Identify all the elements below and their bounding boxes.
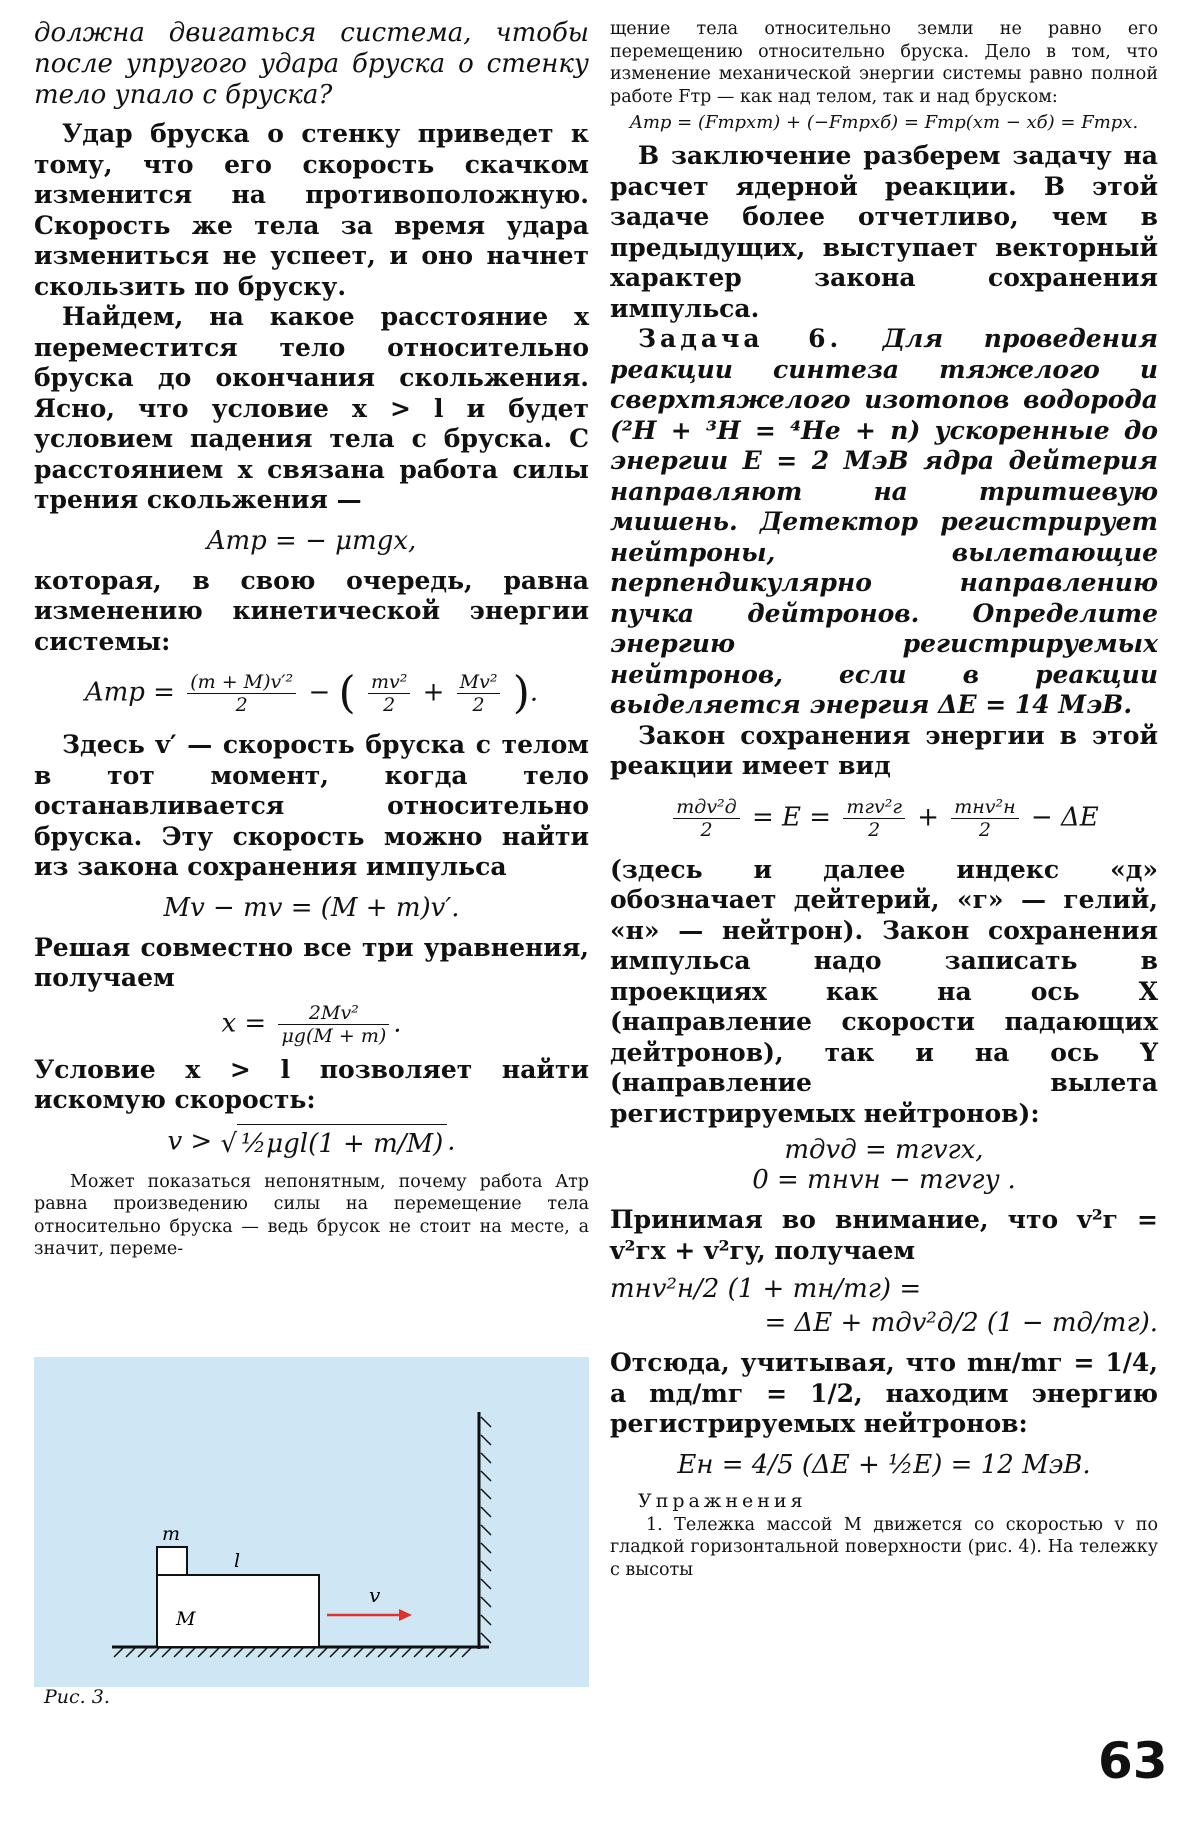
fraction [843,796,905,841]
paragraph: Принимая во внимание, что v²г = v²гx + v²гy, получаем [610,1205,1158,1265]
page-number: 63 [1098,1732,1168,1790]
exercises-heading: Упражнения [638,1489,807,1512]
formula-distance: x = $\frac{\text{2Mv²}}{\mu g(M + m)}$ . [221,1001,402,1047]
footnote-text: Может показаться непонятным, почему работа Aтр равна произведению силы на перемещение тела относительно бруска — ведь брусок не стоит на месте, а значит, переме- [34,1171,589,1259]
paragraph: которая, в свою очередь, равна изменению кинетической энергии системы: [34,565,589,656]
formula-result-line1: mнv²н/2 (1 + mн/mг) = [610,1274,922,1304]
figure-caption: Рис. 3. [44,1686,110,1708]
paragraph: Закон сохранения энергии в этой реакции имеет вид [610,720,1158,780]
sqrt-body: ½μgl(1 + m/M) [237,1124,447,1161]
formula-momentum-y: 0 = mнvн − mгvгy . [752,1165,1016,1195]
fraction-denominator: 2 [187,693,296,716]
operator: = E = [751,802,832,832]
formula-friction-work: Aтр = − μmgx, [206,525,417,556]
formula-result-line2: = ΔE + mдv²д/2 (1 − mд/mг). [764,1308,1158,1338]
fraction [368,671,410,716]
exercise-1: 1. Тележка массой M движется со скоростью v по гладкой горизонтальной поверхности (рис. 4). На тележку с высоты [610,1514,1158,1580]
label-m: m [162,1523,181,1545]
formula-momentum: Mv − mv = (M + m)v′. [163,892,460,923]
task-label: Задача 6. [638,324,843,353]
block-wall-diagram [34,1357,589,1687]
operator: − ΔE [1030,802,1099,832]
left-column [34,18,589,1261]
formula-neutron-energy: Eн = 4/5 (ΔE + ½E) = 12 МэВ. [677,1449,1091,1480]
figure-3 [34,1357,589,1687]
fraction-numerator: mv² [370,671,408,693]
fraction-denominator: 2 [951,818,1018,841]
fraction-denominator: μg(M + m) [278,1024,389,1047]
footnote-continuation: щение тела относительно земли не равно его перемещению относительно бруска. Дело в том, что изменение механической энергии системы равно полной работе Fтр — как над телом, так и над бруском: [610,19,1158,107]
fraction-denominator: 2 [673,818,739,841]
paragraph: Отсюда, учитывая, что mн/mг = 1/4, а mд/mг = 1/2, находим энергию регистрируемых нейтронов: [610,1348,1158,1438]
label-l: l [234,1550,241,1572]
task-text: Для проведения реакции синтеза тяжелого и сверхтяжелого изотопов водорода (²H + ³H = ⁴He + n) ускоренные до энергии E = 2 МэВ ядра дейтерия направляют на тритиевую мишень. Детектор регистрирует нейтроны, вылетающие перпендикулярно направлению пучка дейтронов. Определите энергию регистрируемых нейтронов, если в реакции выделяется энергия ΔE = 14 МэВ. [610,324,1158,719]
fraction [673,796,739,841]
task-6 [610,324,1158,721]
formula-lhs: Aтр = [84,677,175,708]
paragraph: Решая совместно все три уравнения, получаем [34,932,589,992]
fraction-numerator: Mv² [459,671,498,693]
paragraph: Здесь v′ — скорость бруска с телом в тот момент, когда тело останавливается относительно бруска. Эту скорость можно найти из закона сохранения импульса [34,730,589,881]
velocity-arrowhead [399,1609,412,1621]
paragraph: В заключение разберем задачу на расчет ядерной реакции. В этой задаче более отчетливо, чем в предыдущих, выступает векторный характер закона сохранения импульса. [610,141,1158,323]
paragraph: Условие x > l позволяет найти искомую скорость: [34,1054,589,1114]
label-v: v [369,1583,381,1607]
operator: − [308,677,331,708]
fraction-denominator: 2 [368,693,410,716]
operator: + [422,677,445,708]
body-m [157,1547,187,1575]
formula-velocity-condition: v > √ ½μgl(1 + m/M) . [34,1124,589,1161]
formula-lhs: v > [167,1126,213,1156]
formula-friction-work-total: Aтр = (Fтрxт) + (−Fтрxб) = Fтр(xт − xб) = Fтрx. [629,112,1139,133]
wall-hatching [481,1417,491,1643]
formula-momentum-x: mдvд = mгvгx, [784,1135,984,1165]
fraction-numerator: mдv²д [676,795,737,818]
fraction-numerator: mгv²г [846,795,902,818]
lead-italic-text: должна двигаться система, чтобы после упругого удара бруска о стенку тело упало с бруска? [34,18,589,110]
fraction-numerator: 2Mv² [308,1001,359,1024]
paragraph: (здесь и далее индекс «д» обозначает дейтерий, «г» — гелий, «н» — нейтрон). Закон сохранения импульса надо записать в проекциях как на ось X (направление скорости падающих дейтронов), так и на ось Y (направление вылета регистрируемых нейтронов): [610,854,1158,1128]
fraction [951,796,1018,841]
paragraph: Найдем, на какое расстояние x переместится тело относительно бруска до окончания скольжения. Ясно, что условие x > l и будет условием падения тела с бруска. С расстоянием x связана работа силы трения скольжения — [34,302,589,514]
operator: + [917,802,939,832]
fraction-denominator: 2 [843,818,905,841]
label-M: M [176,1608,196,1630]
fraction [457,671,501,716]
formula-energy-change: Aтр = $\frac{\text{(m + M)v′²}}{2}$ − ( $\frac{\text{mv²}}{2}$ + $\frac{\text{Mv²}}{2}$ ). [84,667,539,719]
square-root: √ ½μgl(1 + m/M) [220,1124,447,1161]
formula-lhs: x = [221,1008,267,1038]
fraction [187,671,296,716]
paragraph: Удар бруска о стенку приведет к тому, что его скорость скачком изменится на противоположную. Скорость же тела за время удара измениться не успеет, и оно начнет скользить по бруску. [34,119,589,301]
fraction-numerator: mнv²н [954,795,1016,818]
fraction-numerator: (m + M)v′² [190,671,294,693]
formula-energy-conservation [610,796,1158,841]
fraction-denominator: 2 [457,693,501,716]
fraction [278,1002,389,1047]
right-column [610,18,1158,1581]
